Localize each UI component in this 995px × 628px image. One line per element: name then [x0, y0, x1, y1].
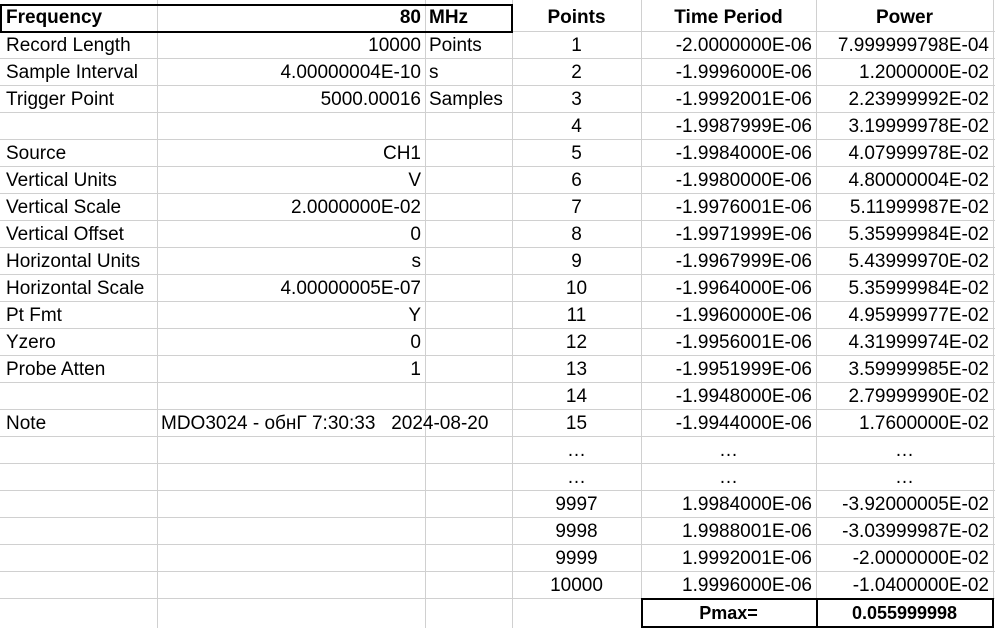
- cell-time[interactable]: -1.9976001E-06: [675, 197, 812, 218]
- param-value[interactable]: V: [408, 170, 421, 191]
- param-label[interactable]: Sample Interval: [6, 62, 139, 83]
- param-value[interactable]: 0: [410, 332, 421, 353]
- note-value[interactable]: MDO3024 - обнГ 7:30:33 2024-08-20: [161, 413, 489, 434]
- cell-time[interactable]: -1.9987999E-06: [675, 116, 812, 137]
- param-unit[interactable]: Samples: [429, 89, 503, 110]
- param-value[interactable]: 0: [410, 224, 421, 245]
- frequency-outline: [0, 4, 513, 33]
- cell-time[interactable]: -1.9948000E-06: [675, 386, 812, 407]
- cell-time[interactable]: -1.9967999E-06: [675, 251, 812, 272]
- cell-power[interactable]: 3.19999978E-02: [848, 116, 989, 137]
- cell-power[interactable]: 7.999999798E-04: [837, 35, 989, 56]
- cell-time[interactable]: -1.9951999E-06: [675, 359, 812, 380]
- cell-time[interactable]: -1.9984000E-06: [675, 143, 812, 164]
- param-label[interactable]: Horizontal Units: [6, 251, 141, 272]
- param-label[interactable]: Record Length: [6, 35, 131, 56]
- param-value[interactable]: 4.00000004E-10: [280, 62, 421, 83]
- cell-power[interactable]: 4.80000004E-02: [848, 170, 989, 191]
- cell-points[interactable]: 14: [565, 386, 588, 407]
- param-label[interactable]: Source: [6, 143, 67, 164]
- cell-power[interactable]: 2.23999992E-02: [848, 89, 989, 110]
- cell-power[interactable]: 1.7600000E-02: [859, 413, 989, 434]
- param-value[interactable]: 1: [410, 359, 421, 380]
- cell-time[interactable]: 1.9988001E-06: [682, 521, 812, 542]
- param-label[interactable]: Vertical Offset: [6, 224, 124, 245]
- cell-points[interactable]: 9997: [555, 494, 598, 515]
- param-label[interactable]: Vertical Scale: [6, 197, 122, 218]
- cell-power[interactable]: 4.95999977E-02: [848, 305, 989, 326]
- cell-points[interactable]: 9: [571, 251, 582, 272]
- col-header-points[interactable]: Points: [547, 7, 606, 28]
- param-label[interactable]: Pt Fmt: [6, 305, 62, 326]
- cell-ellipsis[interactable]: …: [719, 440, 738, 461]
- cell-points[interactable]: 4: [571, 116, 582, 137]
- cell-points[interactable]: 6: [571, 170, 582, 191]
- pmax-label[interactable]: Pmax=: [699, 603, 758, 623]
- cell-time[interactable]: 1.9992001E-06: [682, 548, 812, 569]
- cell-points[interactable]: 5: [571, 143, 582, 164]
- param-value[interactable]: 5000.00016: [320, 89, 421, 110]
- param-value[interactable]: 4.00000005E-07: [280, 278, 421, 299]
- col-header-power[interactable]: Power: [875, 7, 934, 28]
- cell-power[interactable]: 4.07999978E-02: [848, 143, 989, 164]
- cell-ellipsis[interactable]: …: [567, 440, 586, 461]
- pmax-value[interactable]: 0.055999998: [851, 603, 958, 623]
- frequency-label[interactable]: Frequency: [6, 7, 103, 28]
- cell-points[interactable]: 15: [565, 413, 588, 434]
- cell-time[interactable]: -1.9992001E-06: [675, 89, 812, 110]
- cell-time[interactable]: -1.9996000E-06: [675, 62, 812, 83]
- cell-ellipsis[interactable]: …: [895, 440, 914, 461]
- cell-points[interactable]: 10: [565, 278, 588, 299]
- param-label[interactable]: Probe Atten: [6, 359, 106, 380]
- cell-time[interactable]: 1.9996000E-06: [682, 575, 812, 596]
- col-header-time-period[interactable]: Time Period: [674, 7, 783, 28]
- param-unit[interactable]: s: [429, 62, 439, 83]
- cell-power[interactable]: 5.35999984E-02: [848, 278, 989, 299]
- cell-points[interactable]: 10000: [550, 575, 603, 596]
- cell-ellipsis[interactable]: …: [895, 467, 914, 488]
- cell-points[interactable]: 13: [565, 359, 588, 380]
- param-value[interactable]: 10000: [368, 35, 421, 56]
- param-value[interactable]: Y: [408, 305, 421, 326]
- cell-power[interactable]: 1.2000000E-02: [859, 62, 989, 83]
- cell-points[interactable]: 11: [566, 305, 587, 326]
- cell-power[interactable]: 5.11999987E-02: [849, 197, 989, 218]
- cell-time[interactable]: -1.9956001E-06: [675, 332, 812, 353]
- cell-ellipsis[interactable]: …: [567, 467, 586, 488]
- param-label[interactable]: Note: [6, 413, 47, 434]
- cell-time[interactable]: -1.9971999E-06: [675, 224, 812, 245]
- cell-time[interactable]: -2.0000000E-06: [675, 35, 812, 56]
- cell-points[interactable]: 9998: [555, 521, 598, 542]
- cell-power[interactable]: 5.35999984E-02: [848, 224, 989, 245]
- cell-points[interactable]: 9999: [555, 548, 598, 569]
- cell-points[interactable]: 2: [571, 62, 582, 83]
- param-value[interactable]: 2.0000000E-02: [291, 197, 421, 218]
- cell-points[interactable]: 12: [565, 332, 588, 353]
- param-unit[interactable]: Points: [429, 35, 482, 56]
- cell-time[interactable]: -1.9980000E-06: [675, 170, 812, 191]
- param-label[interactable]: Horizontal Scale: [6, 278, 145, 299]
- frequency-value[interactable]: 80: [399, 7, 421, 28]
- cell-power[interactable]: -3.03999987E-02: [842, 521, 989, 542]
- param-value[interactable]: CH1: [382, 143, 421, 164]
- param-value[interactable]: s: [411, 251, 421, 272]
- cell-time[interactable]: -1.9960000E-06: [675, 305, 812, 326]
- param-label[interactable]: Vertical Units: [6, 170, 117, 191]
- cell-power[interactable]: -2.0000000E-02: [852, 548, 989, 569]
- cell-points[interactable]: 3: [571, 89, 582, 110]
- cell-power[interactable]: 4.31999974E-02: [848, 332, 989, 353]
- cell-points[interactable]: 8: [571, 224, 582, 245]
- cell-power[interactable]: 5.43999970E-02: [848, 251, 989, 272]
- cell-power[interactable]: 3.59999985E-02: [848, 359, 989, 380]
- param-label[interactable]: Trigger Point: [6, 89, 115, 110]
- cell-power[interactable]: 2.79999990E-02: [848, 386, 989, 407]
- cell-time[interactable]: -1.9964000E-06: [675, 278, 812, 299]
- cell-time[interactable]: -1.9944000E-06: [675, 413, 812, 434]
- grid-line: [993, 0, 994, 628]
- cell-power[interactable]: -1.0400000E-02: [852, 575, 989, 596]
- param-label[interactable]: Yzero: [6, 332, 56, 353]
- cell-time[interactable]: 1.9984000E-06: [682, 494, 812, 515]
- cell-points[interactable]: 1: [571, 35, 582, 56]
- frequency-unit[interactable]: MHz: [429, 7, 469, 28]
- cell-ellipsis[interactable]: …: [719, 467, 738, 488]
- cell-points[interactable]: 7: [571, 197, 582, 218]
- cell-power[interactable]: -3.92000005E-02: [842, 494, 989, 515]
